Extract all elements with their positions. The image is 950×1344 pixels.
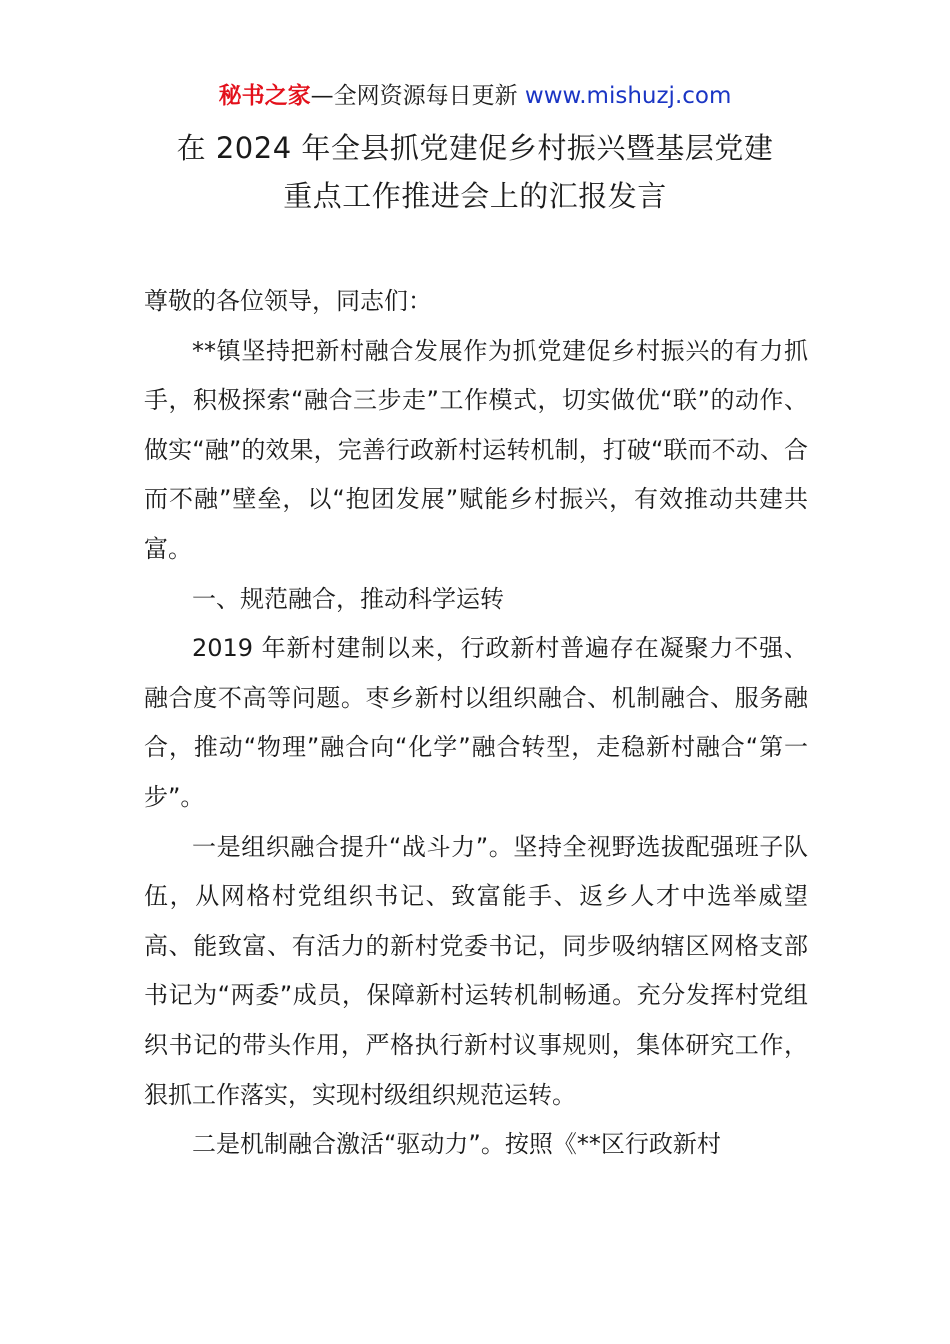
salutation: 尊敬的各位领导，同志们： <box>144 287 432 315</box>
intro-paragraph: **镇坚持把新村融合发展作为抓党建促乡村振兴的有力抓手，积极探索“融合三步走”工作模式，切实做优“联”的动作、做实“融”的效果，完善行政新村运转机制，打破“联而不动、合而不融”壁垒，以“抱团发展”赋能乡村振兴，有效推动共建共富。 <box>144 336 808 563</box>
document-body <box>144 277 808 1170</box>
point-paragraph-2: 二是机制融合激活“驱动力”。按照《**区行政新村 <box>192 1130 721 1159</box>
site-header <box>0 80 950 112</box>
site-url[interactable]: www.mishuzj.com <box>524 83 732 109</box>
document-title-line-2: 重点工作推进会上的汇报发言 <box>283 179 667 213</box>
document-title-line-1: 在 2024 年全县抓党建促乡村振兴暨基层党建 <box>176 131 774 165</box>
section-heading: 一、规范融合，推动科学运转 <box>192 584 504 613</box>
header-tagline: —全网资源每日更新 <box>310 83 525 109</box>
brand-name: 秘书之家 <box>218 83 311 109</box>
section-paragraph: 2019 年新村建制以来，行政新村普遍存在凝聚力不强、融合度不高等问题。枣乡新村以组织融合、机制融合、服务融合，推动“物理”融合向“化学”融合转型，走稳新村融合“第一步”。 <box>144 634 808 811</box>
point-paragraph-1: 一是组织融合提升“战斗力”。坚持全视野选拔配强班子队伍，从网格村党组织书记、致富能手、返乡人才中选举威望高、能致富、有活力的新村党委书记，同步吸纳辖区网格支部书记为“两委”成员，保障新村运转机制畅通。充分发挥村党组织书记的带头作用，严格执行新村议事规则，集体研究工作，狠抓工作落实，实现村级组织规范运转。 <box>144 832 808 1109</box>
